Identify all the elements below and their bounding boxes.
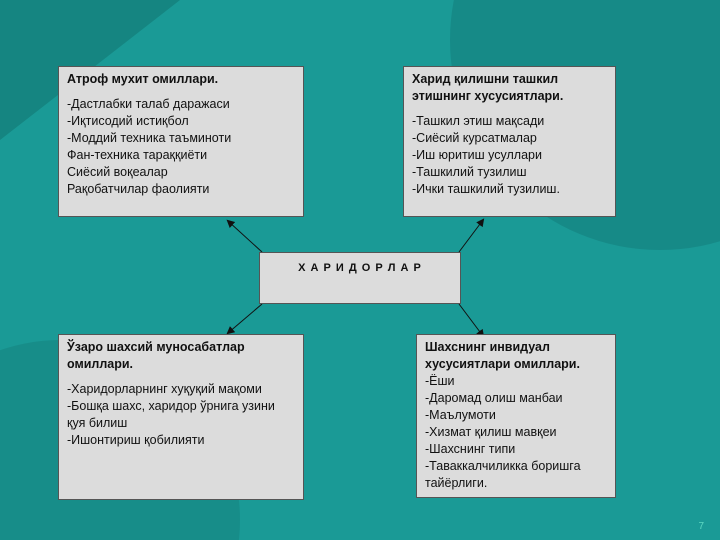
box-line: -Ишонтириш қобилияти [67,433,205,447]
box-top-right [403,66,616,217]
box-title: Ўзаро шахсий муносабатлар омиллари. [67,340,245,371]
box-line: -Маълумоти [425,408,496,422]
box-line: Сиёсий воқеалар [67,165,168,179]
page-number: 7 [698,521,704,532]
box-line: -Иш юритиш усуллари [412,148,542,162]
box-title: Атроф мухит омиллари. [67,72,219,86]
arrow-to-bottom-left [228,304,262,333]
box-title: Харид қилишни ташкил этишнинг хусусиятлари. [412,72,564,103]
box-line: -Ёши [425,374,455,388]
box-line: -Дастлабки талаб даражаси [67,97,230,111]
center-node-customers: Х А Р И Д О Р Л А Р [259,252,461,304]
box-line: -Харидорларнинг хуқуқий мақоми [67,382,262,396]
box-line: -Таваккалчиликка боришга тайёрлиги. [425,459,581,490]
box-line: -Даромад олиш манбаи [425,391,563,405]
box-line: -Сиёсий курсатмалар [412,131,537,145]
box-bottom-right [416,334,616,498]
box-line: -Хизмат қилиш мавқеи [425,425,557,439]
box-line: -Шахснинг типи [425,442,516,456]
box-title: Шахснинг инвидуал хусусиятлари омиллари. [425,340,580,371]
box-line: -Иқтисодий истиқбол [67,114,189,128]
box-bottom-left [58,334,304,500]
arrow-to-top-left [228,221,262,252]
box-line: Рақобатчилар фаолияти [67,182,210,196]
box-line: -Бошқа шахс, харидор ўрнига узини қуя билиш [67,399,275,430]
box-line: -Ташкилий тузилиш [412,165,527,179]
box-line: -Ички ташкилий тузилиш. [412,182,560,196]
box-line: Фан-техника тараққиёти [67,148,208,162]
box-top-left [58,66,304,217]
arrow-to-bottom-right [459,304,483,336]
box-line: -Моддий техника таъминоти [67,131,232,145]
box-line: -Ташкил этиш мақсади [412,114,545,128]
arrow-to-top-right [459,220,483,252]
